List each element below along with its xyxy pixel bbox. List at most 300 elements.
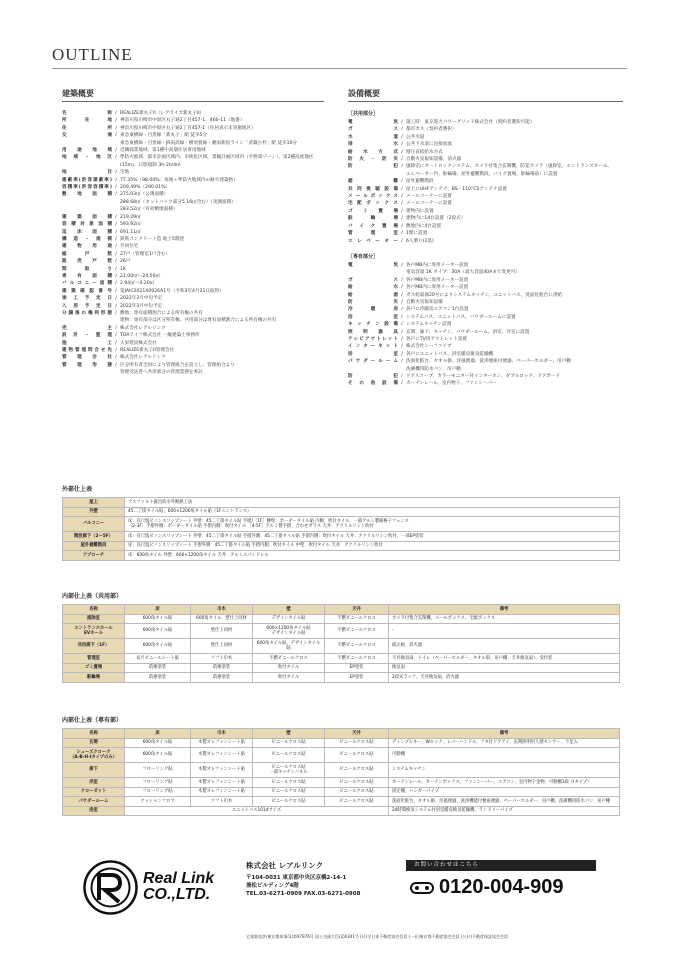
spec-row bbox=[348, 230, 623, 237]
phone-number-text[interactable]: 0120-004-909 bbox=[439, 876, 564, 898]
spec-row bbox=[348, 373, 623, 380]
spec-row bbox=[348, 119, 623, 126]
table-cell: ソフト巾木 bbox=[191, 654, 253, 664]
spec-value: 神奈川県川崎市中原区丸子通2丁目457-1（住居表示未実施地区） bbox=[120, 125, 256, 131]
interior-common-section bbox=[62, 591, 620, 683]
table-cell: ビニールクロス貼 bbox=[325, 787, 389, 797]
spec-separator: / bbox=[115, 229, 117, 235]
spec-value: 6人乗り(1基) bbox=[406, 238, 434, 244]
spec-value: 各戸にTV用アウトレット設置 bbox=[406, 336, 468, 342]
spec-key: 施工 bbox=[62, 340, 112, 346]
spec-separator: / bbox=[401, 344, 403, 350]
spec-key: 給湯 bbox=[348, 292, 398, 298]
table-cell: 吹付タイル bbox=[253, 663, 325, 673]
spec-key: 電気 bbox=[348, 262, 398, 268]
spec-separator: / bbox=[401, 336, 403, 342]
spec-row bbox=[62, 243, 324, 250]
spec-row bbox=[62, 347, 324, 354]
spec-value: 2022年3月中旬予定 bbox=[120, 303, 163, 309]
spec-row bbox=[348, 141, 623, 148]
spec-separator: / bbox=[115, 355, 117, 361]
spec-separator: / bbox=[401, 329, 403, 335]
table-cell: 洗面化粧台、タオル掛、洋風便器、洗浄機能付便座便器、ペーパーホルダー、吊戸棚、洗濯機用防水パン、吊戸棚 bbox=[389, 797, 620, 807]
table-cell: 天井換気扇、トイレ（ペーパーホルダー、タオル掛、吊戸棚、天井換気扇）、受付窓 bbox=[389, 654, 620, 664]
spec-separator: / bbox=[401, 277, 403, 283]
spec-separator: / bbox=[115, 288, 117, 294]
spec-key: 給水 bbox=[348, 285, 398, 291]
interior-private-table bbox=[62, 728, 620, 816]
table-cell: 24時間換気システム付浴室暖房換気乾燥機、ランドリーパイプ bbox=[389, 806, 620, 816]
column-header: 備考 bbox=[389, 605, 620, 615]
table-cell: 不燃ビニールクロス bbox=[325, 654, 389, 664]
spec-row bbox=[348, 314, 623, 321]
spec-row bbox=[348, 178, 623, 185]
building-overview bbox=[62, 88, 324, 377]
freedial-icon bbox=[410, 882, 434, 894]
table-row bbox=[63, 654, 620, 664]
row-header: 外壁 bbox=[63, 507, 125, 517]
spec-separator: / bbox=[401, 231, 403, 237]
table-cell: フローリング貼 bbox=[125, 778, 191, 788]
spec-separator: / bbox=[401, 201, 403, 207]
spec-key: テレビアウトレット bbox=[348, 336, 398, 342]
spec-row bbox=[348, 163, 623, 178]
column-header: 名称 bbox=[63, 605, 125, 615]
table-cell: 防塵塗装 bbox=[191, 673, 253, 683]
spec-key: 住所 bbox=[62, 125, 112, 131]
spec-row bbox=[62, 184, 324, 191]
spec-row bbox=[348, 200, 623, 207]
spec-row bbox=[62, 236, 324, 243]
table-cell: ソフト巾木 bbox=[191, 797, 253, 807]
column-header: 巾木 bbox=[191, 605, 253, 615]
row-header: 浴室 bbox=[63, 806, 125, 816]
spec-key: 延床面積 bbox=[62, 229, 112, 235]
common-equipment-list bbox=[348, 119, 623, 245]
spec-value: 自動火災報知設備 bbox=[406, 299, 443, 305]
spec-key: 構造・規模 bbox=[62, 236, 112, 242]
spec-key: パウダールーム bbox=[348, 359, 398, 365]
spec-value: 宅地 bbox=[120, 170, 130, 176]
spec-separator: / bbox=[115, 362, 117, 368]
spec-separator: / bbox=[401, 194, 403, 200]
spec-row bbox=[348, 238, 623, 245]
spec-key: 共同視聴設備 bbox=[348, 186, 398, 192]
row-header: クローゼット bbox=[63, 787, 125, 797]
logo-line-1: Real Link bbox=[143, 870, 215, 887]
spec-separator: / bbox=[401, 179, 403, 185]
spec-row bbox=[62, 221, 324, 228]
spec-value: メールコーナーに設置 bbox=[406, 201, 452, 207]
common-section-label: ［共用部分］ bbox=[348, 111, 379, 117]
building-overview-title: 建築概要 bbox=[62, 88, 324, 102]
table-cell: ビニールクロス貼 一部キッチンパネル bbox=[253, 763, 325, 778]
spec-separator: / bbox=[115, 177, 117, 183]
spec-row bbox=[62, 147, 324, 154]
spec-value: 神奈川県川崎市中原区丸子通2丁目457-1、460-11（地番） bbox=[120, 118, 245, 124]
table-cell: 長尺ビニールシート貼 bbox=[125, 654, 191, 664]
spec-row bbox=[62, 229, 324, 236]
spec-row bbox=[348, 299, 623, 306]
table-cell: 吹付タイル bbox=[253, 673, 325, 683]
spec-value: システムキッチン設置 bbox=[406, 322, 452, 328]
spec-row bbox=[348, 126, 623, 133]
interior-common-title: 内部仕上表（共用部） bbox=[62, 593, 123, 600]
spec-value: 各戸MB内に専用メーター設置 bbox=[406, 277, 469, 283]
spec-value: 屋外避難階段 bbox=[406, 179, 434, 185]
row-header: ゴミ置場 bbox=[63, 663, 125, 673]
spec-row bbox=[62, 214, 324, 221]
table-cell: 600角タイル貼 bbox=[125, 639, 191, 654]
table-row bbox=[63, 532, 620, 542]
table-cell: ビニールクロス貼 bbox=[253, 748, 325, 763]
interior-private-section bbox=[62, 715, 620, 816]
spec-value: 2.94㎡～4.20㎡ bbox=[120, 281, 155, 287]
row-header: 玄関 bbox=[63, 738, 125, 748]
table-cell: 600角タイル貼、デザインタイル貼 bbox=[253, 639, 325, 654]
table-cell: カメラ付集合玄関機、メールボックス、宅配ボックス bbox=[389, 614, 620, 624]
spec-key: 容積率(許容容積率) bbox=[62, 185, 112, 191]
table-cell: 壁仕上同材 bbox=[191, 624, 253, 639]
table-cell: ビニールクロス貼 bbox=[253, 797, 325, 807]
spec-value: 各戸にユニットバス、浴室暖房換気乾燥機 bbox=[406, 351, 494, 357]
spec-row bbox=[348, 134, 623, 141]
spec-key: 防犯 bbox=[348, 374, 398, 379]
spec-row bbox=[62, 251, 324, 258]
spec-value: 都市ガス（契約者選択） bbox=[406, 127, 457, 133]
table-cell: ビニールクロス貼 bbox=[325, 797, 389, 807]
table-cell: 掲示板、消火器 bbox=[389, 639, 620, 654]
table-cell: 不燃ビニールクロス bbox=[325, 639, 389, 654]
spec-separator: / bbox=[115, 251, 117, 257]
company-address: 〒104-0031 東京都中央区京橋2-14-1 兼松ビルディング4階 TEL.03-6271-0909 FAX.03-6271-0908 bbox=[246, 875, 361, 897]
table-row bbox=[63, 663, 620, 673]
row-header: アプローチ bbox=[63, 551, 125, 561]
spec-value: REALIZE新丸子II（レアライズ新丸子II） bbox=[120, 111, 205, 116]
spec-separator: / bbox=[115, 244, 117, 250]
table-cell: 木製オレフィンシート貼 bbox=[191, 738, 253, 748]
spec-key: 交通 bbox=[62, 133, 112, 139]
column-header: 壁 bbox=[253, 605, 325, 615]
row-header: 屋上 bbox=[63, 498, 125, 508]
spec-separator: / bbox=[401, 359, 403, 365]
spec-key: 建蔽率(許容建蔽率) bbox=[62, 177, 112, 183]
table-cell: 床：600角タイル 外壁：600×1200角タイル 天井：アルミスパンドレル bbox=[125, 551, 620, 561]
exterior-finish-title: 外部仕上表 bbox=[62, 486, 93, 493]
table-cell: 換気扇 bbox=[389, 663, 620, 673]
spec-row bbox=[348, 215, 623, 222]
spec-key: 防災 bbox=[348, 299, 398, 305]
spec-key: 地域・地区 bbox=[62, 155, 112, 161]
row-header: シューズクローク （A-B-H-Iタイプのみ） bbox=[63, 748, 125, 763]
spec-value: 1階に設置 bbox=[406, 231, 428, 237]
table-cell: 不燃ビニールクロス bbox=[325, 614, 389, 624]
spec-key: 入居予定日 bbox=[62, 303, 112, 309]
private-equipment-list bbox=[348, 262, 623, 388]
spec-key: ガス bbox=[348, 277, 398, 283]
spec-separator: / bbox=[401, 208, 403, 214]
spec-separator: / bbox=[115, 111, 117, 116]
spec-key: 宅配ボックス bbox=[348, 201, 398, 207]
spec-value: 近隣商業地域、第1種中高層住居専用地域 bbox=[120, 148, 206, 154]
spec-key: 名称 bbox=[62, 111, 112, 116]
spec-row bbox=[62, 325, 324, 332]
table-cell: 防塵塗装 bbox=[125, 663, 191, 673]
spec-value: 自動火災報知設備、消火器 bbox=[406, 157, 462, 163]
spec-separator: / bbox=[401, 142, 403, 148]
row-header: 屋外避難階段 bbox=[63, 541, 125, 551]
table-cell: 木製オレフィンシート貼 bbox=[191, 763, 253, 778]
spec-key: 総戸数 bbox=[62, 251, 112, 257]
spec-key: 建物管理問合せ先 bbox=[62, 348, 112, 353]
spec-row bbox=[62, 340, 324, 347]
spec-key: 管理形態 bbox=[62, 362, 112, 368]
table-cell: 600角タイル、壁仕上同材 bbox=[191, 614, 253, 624]
table-row bbox=[63, 797, 620, 807]
table-cell: 防塵塗装 bbox=[191, 663, 253, 673]
spec-separator: / bbox=[115, 222, 117, 228]
table-cell: 床：長尺塩ビノンスリップシート 外壁：45二丁掛タイル貼 手摺/［1F］腰壁：ボーダータイル貼 内側：吹付タイル、一部アルミ製縦格子フェンス ［2-3F］手摺外側：ボーダータイル貼 手摺内側：吹付タイル ［4-5F］アルミ製手摺、合わせガラス 天井：アクリルリシン吹付 bbox=[125, 517, 620, 532]
spec-separator: / bbox=[115, 266, 117, 272]
spec-row bbox=[62, 154, 324, 169]
spec-row bbox=[348, 156, 623, 163]
table-row bbox=[63, 806, 620, 816]
spec-row bbox=[348, 277, 623, 284]
column-header: 備考 bbox=[389, 729, 620, 739]
spec-key: 給水方式 bbox=[348, 149, 398, 155]
row-header: 駐輪場 bbox=[63, 673, 125, 683]
spec-value: 建物内に設置 bbox=[406, 208, 434, 214]
spec-key: 防火・防災 bbox=[348, 157, 398, 163]
spec-separator: / bbox=[115, 333, 117, 339]
spec-value: 区分所有者全員により管理組合を設立し、管理組合より 管理受託者へ共用部分の管理業務を委託 bbox=[120, 362, 235, 376]
spec-row bbox=[348, 343, 623, 350]
spec-separator: / bbox=[401, 238, 403, 244]
spec-separator: / bbox=[115, 125, 117, 131]
table-cell: 床：長尺塩ビノンスリップシート 手摺外側：45二丁掛タイル貼 手摺内側：吹付タイル 中壁：吹付タイル 天井：アクリルリシン吹付 bbox=[125, 541, 620, 551]
spec-row bbox=[62, 132, 324, 147]
spec-key: バルコニー面積 bbox=[62, 281, 112, 287]
spec-separator: / bbox=[115, 273, 117, 279]
table-cell: 木製オレフィンシート貼 bbox=[191, 748, 253, 763]
table-cell: デザインタイル貼 bbox=[253, 614, 325, 624]
table-cell: EP塗装 bbox=[325, 663, 389, 673]
spec-separator: / bbox=[401, 299, 403, 305]
spec-separator: / bbox=[115, 148, 117, 154]
spec-key: メールボックス bbox=[348, 194, 398, 200]
table-row bbox=[63, 738, 620, 748]
table-row bbox=[63, 507, 620, 517]
spec-separator: / bbox=[115, 303, 117, 309]
spec-row bbox=[62, 288, 324, 295]
table-cell: 木製オレフィンシート貼 bbox=[191, 787, 253, 797]
row-header: 管理室 bbox=[63, 654, 125, 664]
spec-value: 77.35%（98.00%：角地＋準防火地域内の耐火建築物） bbox=[120, 177, 238, 183]
spec-row bbox=[62, 177, 324, 184]
spec-value: 691.11㎡ bbox=[120, 229, 141, 235]
spec-key: 避難 bbox=[348, 179, 398, 185]
spec-separator: / bbox=[401, 186, 403, 192]
private-section-label: ［専有部分］ bbox=[348, 253, 379, 260]
table-row bbox=[63, 787, 620, 797]
spec-row bbox=[348, 306, 623, 313]
equipment-overview bbox=[348, 88, 623, 388]
spec-key: インターネット bbox=[348, 344, 398, 350]
table-row bbox=[63, 639, 620, 654]
spec-separator: / bbox=[401, 120, 403, 125]
spec-separator: / bbox=[115, 192, 117, 198]
spec-key: 用途地域 bbox=[62, 148, 112, 154]
spec-key: 地目 bbox=[62, 170, 112, 176]
table-cell: 壁仕上同材 bbox=[191, 639, 253, 654]
spec-row bbox=[348, 358, 623, 373]
table-cell: クッションフロア bbox=[125, 797, 191, 807]
spec-row bbox=[62, 295, 324, 302]
spec-row bbox=[348, 292, 623, 299]
spec-value: 27戸（管理室1戸含む） bbox=[120, 251, 171, 257]
company-logo-icon bbox=[83, 860, 138, 915]
row-header: エントランスホール EVホール bbox=[63, 624, 125, 639]
spec-value: 2022年3月中旬予定 bbox=[120, 296, 163, 302]
spec-key: 分譲後の権利形態 bbox=[62, 310, 112, 316]
spec-separator: / bbox=[401, 322, 403, 328]
spec-separator: / bbox=[115, 155, 117, 161]
table-cell: ディンプルキー、Wロック、レバーハンドル、フタ付ドアアイ、玄関照明用人感センサー、下足入 bbox=[389, 738, 620, 748]
spec-key: 設計・監理 bbox=[62, 333, 112, 339]
spec-key: 竣工予定日 bbox=[62, 296, 112, 302]
table-row bbox=[63, 551, 620, 561]
table-row bbox=[63, 517, 620, 532]
spec-row bbox=[62, 169, 324, 176]
interior-private-title: 内部仕上表（専有部） bbox=[62, 717, 123, 724]
spec-key: 建物用途 bbox=[62, 244, 112, 250]
spec-separator: / bbox=[401, 127, 403, 133]
spec-row bbox=[348, 329, 623, 336]
table-cell: - bbox=[389, 624, 620, 639]
spec-value: 株式会社シーファイブ bbox=[406, 344, 452, 350]
table-cell: 600角タイル貼 bbox=[125, 738, 191, 748]
spec-value: 26戸 bbox=[120, 259, 131, 265]
logo-line-2: CO.,LTD. bbox=[143, 886, 211, 903]
spec-value: 21.00㎡～24.56㎡ bbox=[120, 273, 161, 279]
spec-value: 屋上にUHFアンテナ、BS・110°CSアンテナ設置 bbox=[406, 186, 507, 192]
table-cell: ビニールクロス貼 bbox=[325, 738, 389, 748]
spec-value: 建物内に14台設置（2段式） bbox=[406, 216, 466, 222]
table-cell: 45二丁掛タイル貼、600×1200角タイル貼（1Fエントランス） bbox=[125, 507, 620, 517]
interior-common-table bbox=[62, 604, 620, 683]
spec-value: 増圧直結給水方式 bbox=[406, 149, 443, 155]
table-cell: 600×1200角タイル貼 デザインタイル貼 bbox=[253, 624, 325, 639]
spec-key: 駐輪場 bbox=[348, 216, 398, 222]
table-row bbox=[63, 763, 620, 778]
spec-separator: / bbox=[401, 223, 403, 229]
spec-value: メールコーナーに設置 bbox=[406, 194, 452, 200]
spec-key: 浴室 bbox=[348, 314, 398, 320]
spec-row bbox=[348, 351, 623, 358]
spec-separator: / bbox=[401, 307, 403, 313]
spec-separator: / bbox=[401, 262, 403, 268]
spec-key: 防犯 bbox=[348, 164, 398, 170]
table-cell: 不燃ビニールクロス bbox=[325, 624, 389, 639]
exterior-finish-table bbox=[62, 497, 620, 561]
spec-key: キッチン設備 bbox=[348, 322, 398, 328]
spec-row bbox=[62, 273, 324, 280]
spec-separator: / bbox=[115, 236, 117, 242]
table-row bbox=[63, 673, 620, 683]
phone-number[interactable] bbox=[410, 876, 564, 899]
table-cell: ビニールクロス貼 bbox=[325, 763, 389, 778]
table-cell: 床：長尺塩ビノンスリップシート 外壁：45二丁掛タイル貼 手摺外側：45二丁掛タイル貼 手摺内側：吹付タイル 天井：アクリルリシン吹付、一部EP塗装 bbox=[125, 532, 620, 542]
spec-row bbox=[348, 186, 623, 193]
spec-separator: / bbox=[401, 157, 403, 163]
spec-row bbox=[348, 208, 623, 215]
spec-value: カーテンレール、室内物干、ファンシーパー bbox=[406, 381, 497, 387]
spec-value: 大栄建設株式会社 bbox=[120, 340, 157, 346]
table-cell: フローリング貼 bbox=[125, 787, 191, 797]
spec-separator: / bbox=[401, 164, 403, 170]
spec-value: 敷地内に4台設置 bbox=[406, 223, 442, 229]
table-cell: ビニールクロス貼 bbox=[253, 738, 325, 748]
spec-key: ゴミ置場 bbox=[348, 208, 398, 214]
spec-row bbox=[348, 149, 623, 156]
spec-row bbox=[62, 125, 324, 132]
column-header: 巾木 bbox=[191, 729, 253, 739]
spec-key: 管理室 bbox=[348, 231, 398, 237]
table-cell: ユニットバス1014サイズ bbox=[125, 806, 389, 816]
contact-label: お問い合わせはこちら bbox=[406, 860, 596, 871]
spec-row bbox=[62, 191, 324, 213]
spec-value: 東急東横線・目黒線「新丸子」駅 徒歩5分 東急東横線・目黒線・JR南武線・横須賀線・湘南新宿ライン「武蔵小杉」駅 徒歩10分 bbox=[120, 133, 298, 146]
spec-key: 敷地面積 bbox=[62, 192, 112, 198]
company-logo-text bbox=[143, 871, 214, 903]
spec-separator: / bbox=[115, 118, 117, 124]
exterior-finish-section bbox=[62, 484, 620, 561]
table-cell: 600角タイル貼 bbox=[125, 624, 191, 639]
spec-row bbox=[348, 193, 623, 200]
spec-separator: / bbox=[115, 310, 117, 316]
heading-divider bbox=[52, 68, 627, 69]
spec-value: 敷地：専有面積割合による所有権の共有 建物：専有部分は区分所有権、共用部分は専有面積割合による所有権の共有 bbox=[120, 310, 277, 324]
spec-value: 共同住宅 bbox=[120, 244, 139, 250]
spec-separator: / bbox=[115, 296, 117, 302]
table-cell: アスファルト露出防水外断熱工法 bbox=[125, 498, 620, 508]
spec-value: 各戸MB内に専用メーター設置 電気容量 1K タイプ：30A（最大容量40Aまで変更可） bbox=[406, 262, 520, 276]
column-header: 名称 bbox=[63, 729, 125, 739]
spec-row bbox=[62, 362, 324, 377]
spec-separator: / bbox=[401, 134, 403, 140]
spec-key: エレベーター bbox=[348, 238, 398, 244]
spec-row bbox=[348, 380, 623, 387]
spec-key: ガス bbox=[348, 127, 398, 133]
row-header: バルコニー bbox=[63, 517, 125, 532]
spec-separator: / bbox=[401, 292, 403, 298]
row-header: 風除室 bbox=[63, 614, 125, 624]
column-header: 壁 bbox=[253, 729, 325, 739]
spec-key: 建築面積 bbox=[62, 214, 112, 220]
row-header: 洋室 bbox=[63, 778, 125, 788]
spec-row bbox=[62, 110, 324, 117]
spec-value: 275.03㎡（公簿面積） 288.68㎡（セットバック部分5.16㎡含む）（実測面積） 283.52㎡（有効敷地面積） bbox=[120, 192, 236, 213]
spec-separator: / bbox=[115, 133, 117, 139]
spec-value: 株式会社レアルリンク bbox=[120, 325, 166, 331]
spec-value: 公共下水道に直接放流 bbox=[406, 142, 452, 148]
spec-value: 風除室にオートロックシステム、カメラ付集合玄関機、防犯カメラ（風除室、エントランスホール、 エレベーター内、駐輪場、屋外避難階段、バイク置場、駐輪場前）に設置 bbox=[406, 164, 612, 177]
spec-value: 玄関、廊下、キッチン、バウダールーム、浴室、洋室に設置 bbox=[406, 329, 530, 335]
table-cell: ビニールクロス貼 bbox=[325, 778, 389, 788]
row-header: 廊下 bbox=[63, 763, 125, 778]
spec-value: 洗面化粧台、タオル掛、洋風便器、洗浄便座付便器、ペーパーホルダー、吊戸棚 洗濯機用防水パン、吊戸棚 bbox=[406, 359, 571, 372]
spec-value: 各戸に冷暖房エアコン1台設置 bbox=[406, 307, 469, 313]
